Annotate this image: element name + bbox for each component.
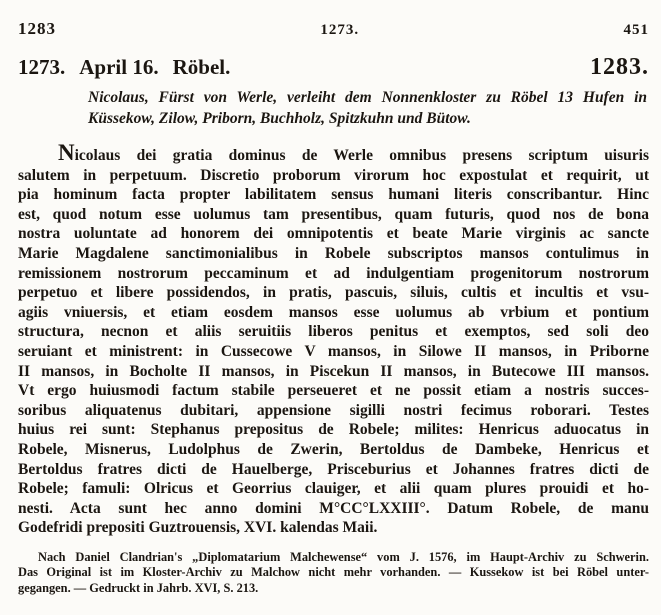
- body-line: Marie Magdalene sanctimonialibus in Robele subscriptos mansos contulimus in: [18, 244, 649, 262]
- body-line: Robele, Misnerus, Ludolphus de Zwerin, Bertoldus de Dambeke, Henricus et: [18, 440, 649, 458]
- regest-summary: [88, 88, 647, 129]
- body-line: agiis vniuersis, et etiam eosdem mansos esse uolumus ab vrbium et pontium: [18, 303, 649, 321]
- running-header: [18, 20, 649, 39]
- body-line-text: icolaus dei gratia dominus de Werle omnibus presens scriptum uisuris: [74, 147, 649, 164]
- regest-line: Nicolaus, Fürst von Werle, verleiht dem Nonnenkloster zu Röbel 13 Hufen in: [88, 89, 647, 106]
- body-line: II mansos, in Bocholte II mansos, in Piscekun II mansos, in Butecowe III mansos.: [18, 362, 649, 380]
- body-line: remissionem nostrorum peccaminum et ad indulgentiam progenitorum nostrorum: [18, 264, 649, 282]
- body-line: perpetuo et libere possidendos, in pratis, pascuis, siluis, cultis et incultis et vsu-: [18, 284, 649, 302]
- header-year-center: 1273.: [320, 22, 360, 38]
- charter-place: Röbel.: [172, 55, 231, 79]
- body-line: est, quod notum esse uolumus tam presentibus, quam futuris, quod nos de bona: [18, 205, 649, 223]
- body-line: nostra uoluntate ad honorem dei omnipotentis et beate Marie virginis ac sancte: [18, 225, 649, 243]
- body-line: Godefridi prepositi Guztrouensis, XVI. kalendas Maii.: [18, 519, 378, 537]
- body-line: seruiant et ministrent: in Cussecowe V mansos, in Silowe II mansos, in Priborne: [18, 342, 649, 360]
- regest-line: Küssekow, Zilow, Priborn, Buchholz, Spitzkuhn und Bütow.: [88, 109, 471, 127]
- footnote-line: gegangen. — Gedruckt in Jahrb. XVI, S. 213.: [18, 581, 259, 596]
- body-line: huius rei sunt: Stephanus prepositus de Robele; milites: Henricus aduocatus in: [18, 421, 649, 439]
- footnote-line: Nach Daniel Clandrian's „Diplomatarium Malchewense“ vom J. 1576, im Haupt-Archiv zu Schwerin.: [38, 549, 649, 564]
- charter-heading-left: [18, 55, 230, 79]
- footnote-line: Das Original ist im Kloster-Archiv zu Malchow nicht mehr vorhanden. — Kussekow ist bei Röbel unter-: [18, 565, 649, 580]
- charter-year: 1273.: [18, 55, 66, 79]
- body-line: [18, 141, 649, 166]
- body-line: pia hominum facta propter labilitatem sensus humani literis conscribantur. Hinc: [18, 186, 649, 204]
- body-line: structura, necnon et aliis seruitiis liberos penitus et exemptos, sed soli deo: [18, 323, 649, 341]
- header-charter-number-left: 1283: [18, 19, 56, 38]
- body-line: soribus aliquatenus dubitari, appensione sigilli nostri fecimus roborari. Testes: [18, 401, 649, 419]
- body-line: nesti. Acta sunt hec anno domini M°CC°LXXIII°. Datum Robele, de manu: [18, 499, 649, 517]
- drop-initial: N: [58, 140, 75, 165]
- charter-latin-text: [18, 141, 649, 538]
- header-page-number: 451: [623, 22, 649, 38]
- source-footnote: [18, 550, 649, 597]
- charter-heading: [18, 55, 649, 79]
- charter-date: April 16.: [79, 55, 159, 79]
- body-line: salutem in perpetuum. Discretio proborum virorum hoc expostulat et requirit, ut: [18, 166, 649, 184]
- body-line: Bertoldus fratres dicti de Hauelberge, Prisceburius et Johannes fratres dicti de: [18, 460, 649, 478]
- body-line: Robele; famuli: Olricus et Georrius clauiger, et alii quam plures prouidi et ho-: [18, 480, 649, 498]
- charter-number: 1283.: [590, 54, 649, 80]
- body-line: Vt ergo huiusmodi factum stabile perseueret et ne possit etiam a nostris succes-: [18, 382, 649, 400]
